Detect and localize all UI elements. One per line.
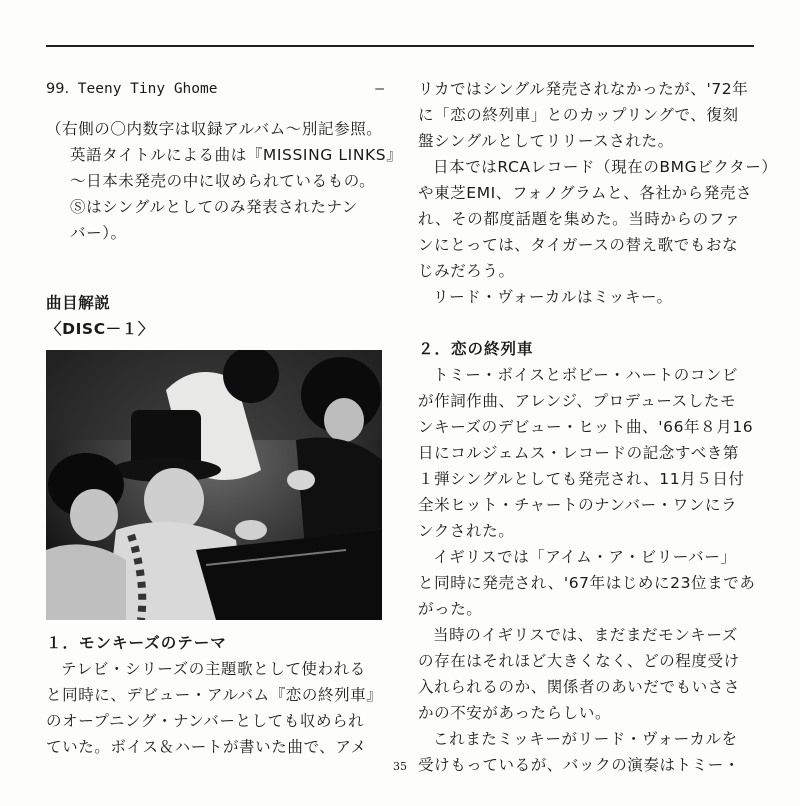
disc-label: 〈DISC－１〉 — [46, 320, 154, 338]
body-line: がった。 — [418, 600, 483, 618]
entry-title: Teeny Tiny Ghome — [77, 81, 218, 97]
note-line: バー）。 — [70, 224, 127, 242]
body-line: に「恋の終列車」とのカップリングで、復刻 — [418, 106, 739, 124]
left-column — [46, 76, 403, 760]
body-line: リカではシングル発売されなかったが、'72年 — [418, 80, 749, 98]
track-1-title: １．モンキーズのテーマ — [46, 634, 227, 652]
entry-number: 99. — [46, 81, 70, 97]
song-entry-99 — [46, 76, 384, 102]
band-photo-illustration — [46, 350, 382, 620]
spacer — [418, 310, 758, 336]
body-line: 受けもっているが、バックの演奏はトミー・ — [418, 756, 741, 774]
body-line: が作詞作曲、アレンジ、プロデュースしたモ — [418, 392, 737, 410]
note-line: （右側の〇内数字は収録アルバム～別記参照。 — [46, 120, 383, 138]
body-line: や東芝EMI、フォノグラムと、各社から発売さ — [418, 184, 753, 202]
body-line: ンキーズのデビュー・ヒット曲、'66年８月16 — [418, 418, 754, 436]
top-rule — [46, 45, 754, 47]
body-line: 盤シングルとしてリリースされた。 — [418, 132, 674, 150]
note-line: Ⓢはシングルとしてのみ発表されたナン — [70, 198, 358, 216]
body-line: と同時に発売され、'67年はじめに23位まであ — [418, 574, 756, 592]
band-photo — [46, 350, 382, 620]
body-line: これまたミッキーがリード・ヴォーカルを — [433, 730, 738, 748]
entry-dash: – — [375, 81, 384, 97]
note-line: 英語タイトルによる曲は『MISSING LINKS』 — [70, 146, 403, 164]
body-line: 全米ヒット・チャートのナンバー・ワンにラ — [418, 496, 738, 514]
body-line: 日本ではRCAレコード（現在のBMGビクター） — [433, 158, 778, 176]
right-column — [418, 76, 778, 778]
body-line: １弾シングルとしても発売され、11月５日付 — [418, 470, 745, 488]
body-line: のオープニング・ナンバーとしても収められ — [46, 712, 365, 730]
body-line: と同時に、デビュー・アルバム『恋の終列車』 — [46, 686, 383, 704]
body-line: リード・ヴォーカルはミッキー。 — [433, 288, 673, 306]
spacer — [46, 246, 384, 290]
page-number: 35 — [393, 760, 407, 773]
body-line: 入れられるのか、関係者のあいだでもいささ — [418, 678, 741, 696]
section-heading: 曲目解説 — [46, 294, 111, 312]
note-line: ～日本未発売の中に収められているもの。 — [70, 172, 376, 190]
body-line: れ、その都度話題を集めた。当時からのファ — [418, 210, 741, 228]
body-line: かの不安があったらしい。 — [418, 704, 612, 722]
body-line: ンクされた。 — [418, 522, 515, 540]
spacer — [46, 102, 384, 116]
body-line: イギリスでは「アイム・ア・ビリーバー」 — [433, 548, 737, 566]
body-line: の存在はそれほど大きくなく、どの程度受け — [418, 652, 740, 670]
body-line: じみだろう。 — [418, 262, 515, 280]
body-line: ンにとっては、タイガースの替え歌でもおな — [418, 236, 739, 254]
body-line: 当時のイギリスでは、まだまだモンキーズ — [433, 626, 738, 644]
body-line: テレビ・シリーズの主題歌として使われる — [61, 660, 366, 678]
body-line: トミー・ボイスとボビー・ハートのコンビ — [433, 366, 739, 384]
body-line: 日にコルジェムス・レコードの記念すべき第 — [418, 444, 739, 462]
track-2-title: ２．恋の終列車 — [418, 340, 534, 358]
body-line: ていた。ボイス＆ハートが書いた曲で、アメ — [46, 738, 367, 756]
